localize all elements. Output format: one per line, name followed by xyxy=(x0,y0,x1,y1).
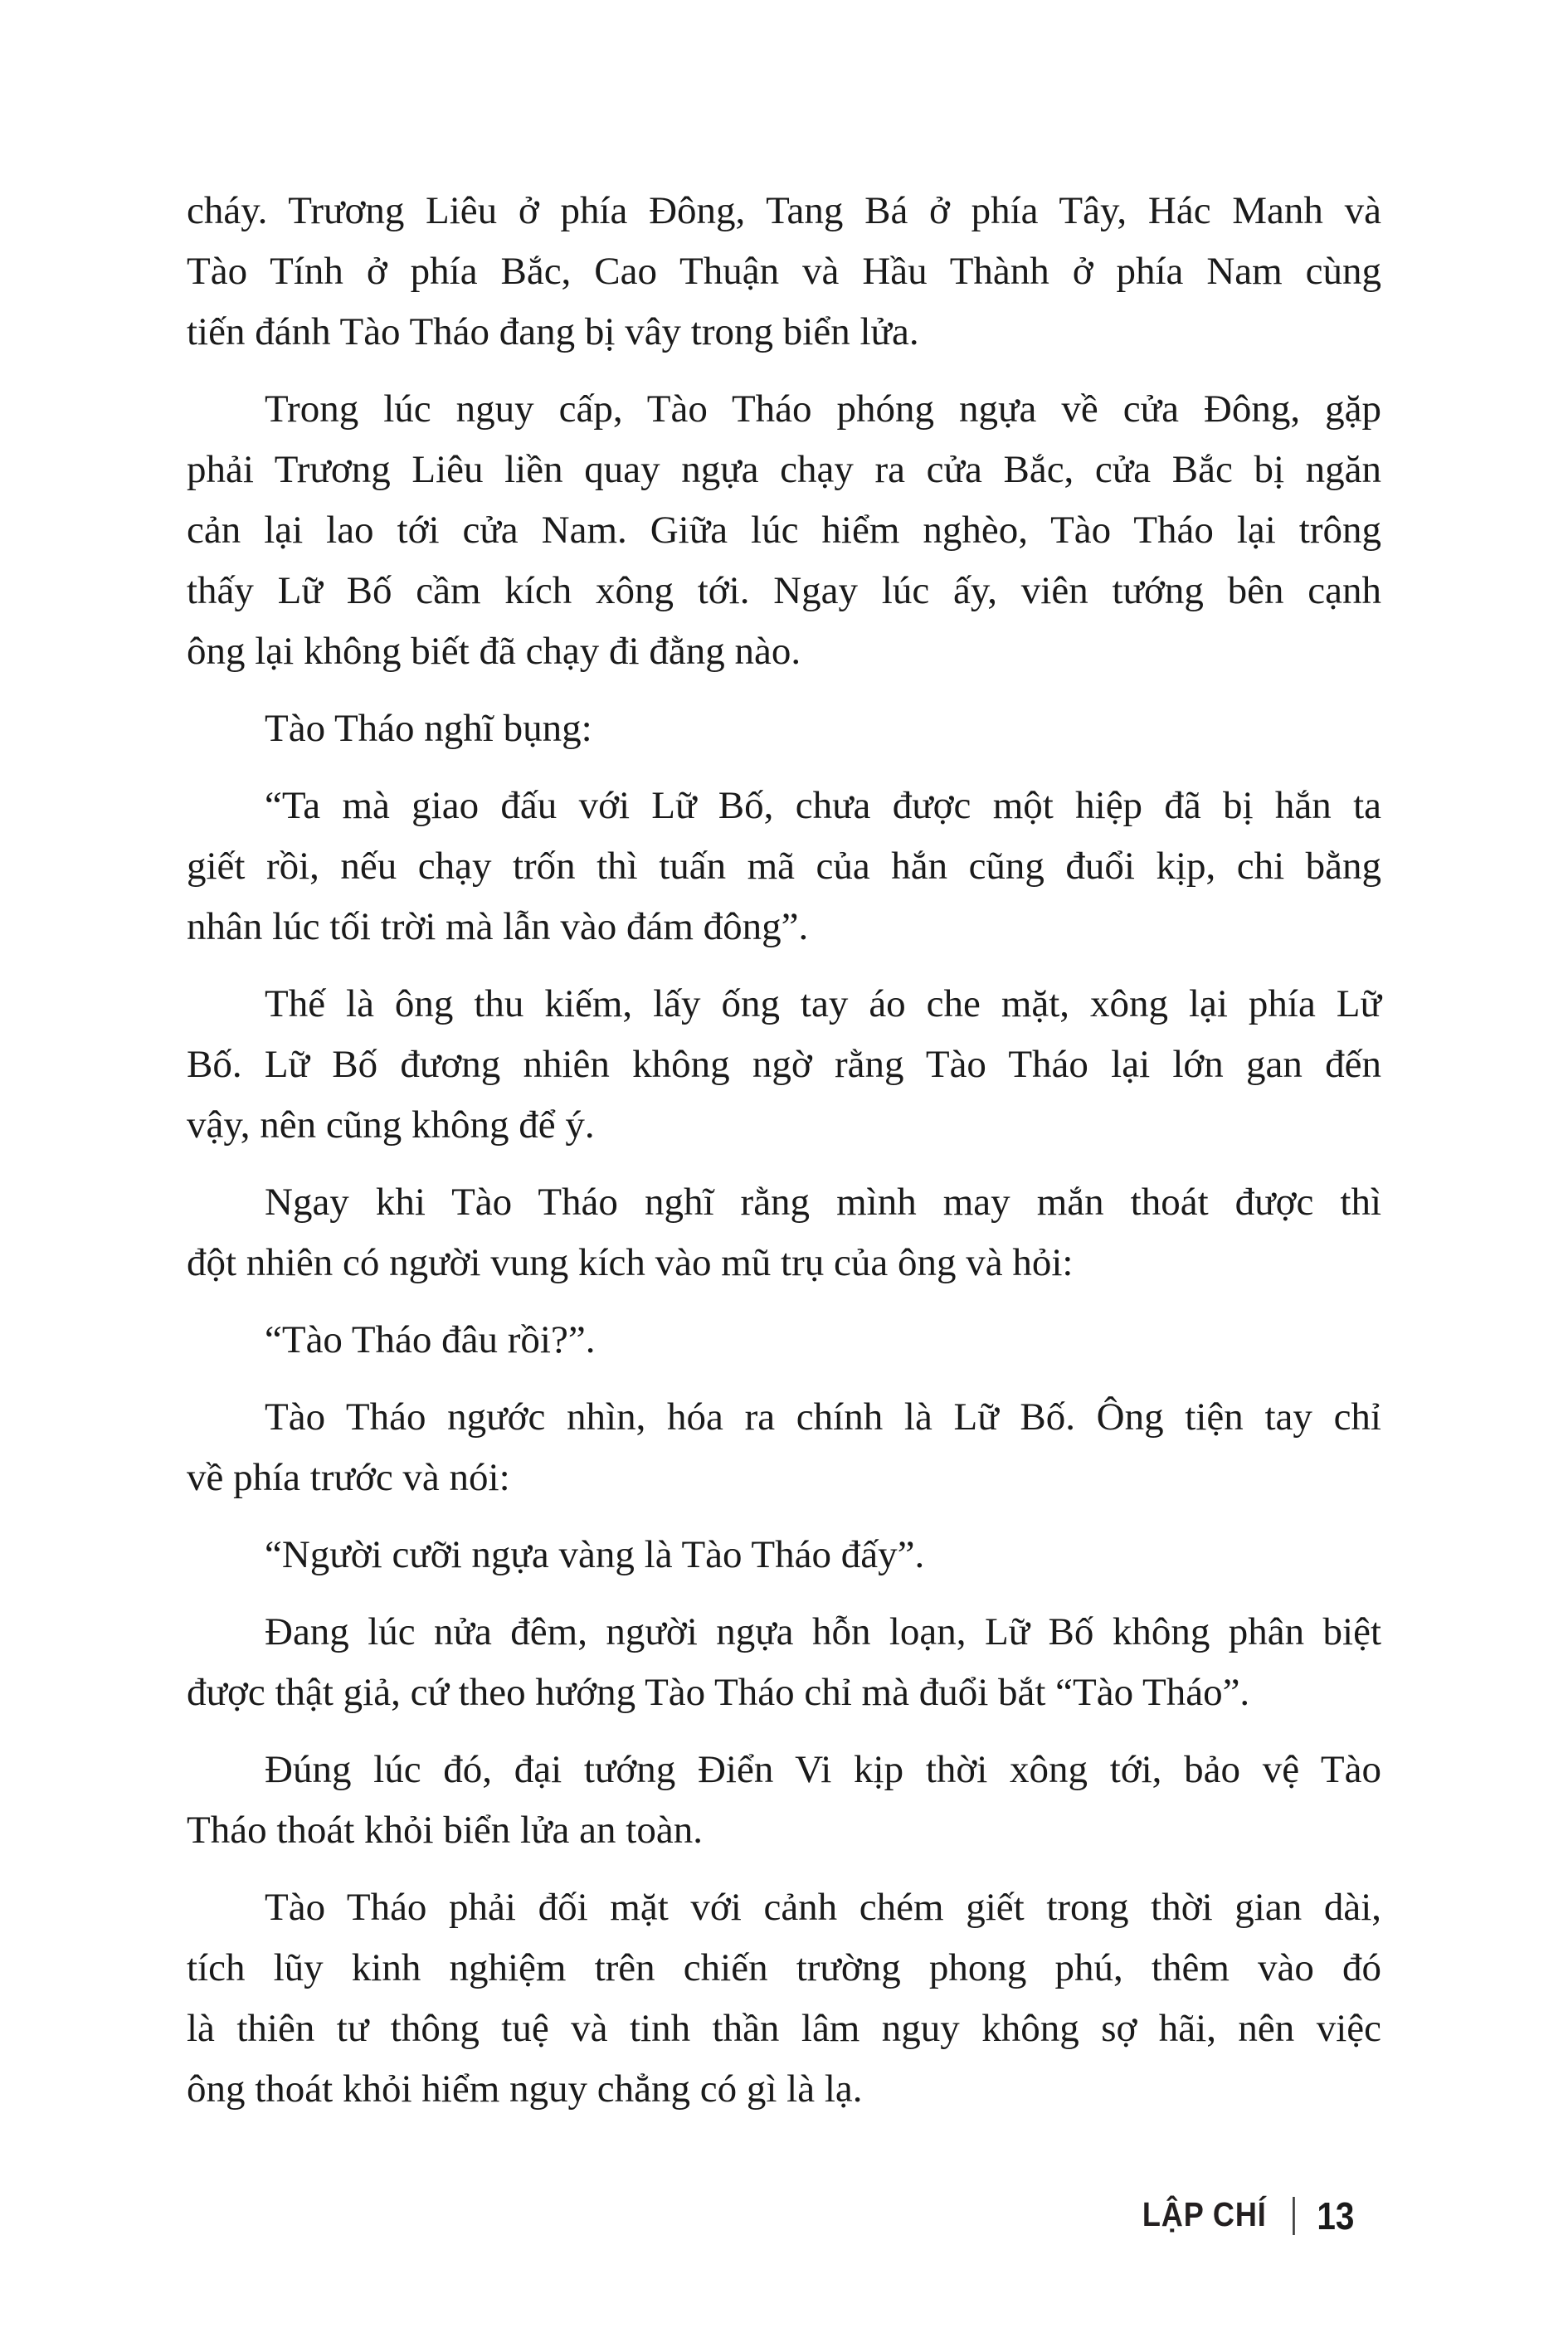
text-line: tích lũy kinh nghiệm trên chiến trường phong phú, thêm vào đó xyxy=(187,1946,1381,1989)
text-line: Tào Tháo phải đối mặt với cảnh chém giết trong thời gian dài, xyxy=(265,1886,1381,1929)
paragraph xyxy=(187,181,1381,363)
paragraph xyxy=(187,1740,1381,1861)
text-line: ông lại không biết đã chạy đi đằng nào. xyxy=(187,630,801,673)
paragraph xyxy=(187,776,1381,957)
text-line: cháy. Trương Liêu ở phía Đông, Tang Bá ở phía Tây, Hác Manh và xyxy=(187,189,1381,232)
text-line: cản lại lao tới cửa Nam. Giữa lúc hiểm nghèo, Tào Tháo lại trông xyxy=(187,509,1381,552)
text-line: “Tào Tháo đâu rồi?”. xyxy=(265,1318,596,1361)
paragraph xyxy=(187,974,1381,1156)
text-line: Thế là ông thu kiếm, lấy ống tay áo che mặt, xông lại phía Lữ xyxy=(265,982,1381,1025)
paragraph xyxy=(187,379,1381,682)
paragraph xyxy=(187,1172,1381,1293)
text-line: đột nhiên có người vung kích vào mũ trụ của ông và hỏi: xyxy=(187,1241,1074,1284)
text-line: Tào Tính ở phía Bắc, Cao Thuận và Hầu Thành ở phía Nam cùng xyxy=(187,250,1381,293)
text-line: Tháo thoát khỏi biển lửa an toàn. xyxy=(187,1809,703,1852)
text-line: Đúng lúc đó, đại tướng Điển Vi kịp thời xông tới, bảo vệ Tào xyxy=(265,1748,1381,1791)
paragraph xyxy=(187,1525,1381,1585)
text-line: nhân lúc tối trời mà lẫn vào đám đông”. xyxy=(187,905,809,948)
text-line: giết rồi, nếu chạy trốn thì tuấn mã của hắn cũng đuổi kịp, chi bằng xyxy=(187,845,1381,888)
paragraph xyxy=(187,1310,1381,1371)
text-line: được thật giả, cứ theo hướng Tào Tháo chỉ mà đuổi bắt “Tào Tháo”. xyxy=(187,1671,1250,1714)
text-line: Đang lúc nửa đêm, người ngựa hỗn loạn, Lữ Bố không phân biệt xyxy=(265,1610,1381,1653)
text-line: là thiên tư thông tuệ và tinh thần lâm nguy không sợ hãi, nên việc xyxy=(187,2007,1381,2050)
footer-section-label: LẬP CHÍ xyxy=(1142,2194,1267,2233)
footer-divider xyxy=(1293,2197,1295,2235)
paragraph xyxy=(187,699,1381,759)
text-line: “Ta mà giao đấu với Lữ Bố, chưa được một hiệp đã bị hắn ta xyxy=(265,784,1381,827)
text-line: Trong lúc nguy cấp, Tào Tháo phóng ngựa về cửa Đông, gặp xyxy=(265,387,1381,431)
page-number: 13 xyxy=(1316,2194,1354,2238)
text-line: thấy Lữ Bố cầm kích xông tới. Ngay lúc ấy, viên tướng bên cạnh xyxy=(187,569,1381,612)
text-line: vậy, nên cũng không để ý. xyxy=(187,1103,595,1147)
page-text xyxy=(187,181,1381,2120)
text-line: “Người cưỡi ngựa vàng là Tào Tháo đấy”. xyxy=(265,1533,925,1576)
paragraph xyxy=(187,1387,1381,1508)
text-line: về phía trước và nói: xyxy=(187,1456,510,1499)
paragraph xyxy=(187,1877,1381,2120)
text-line: ông thoát khỏi hiểm nguy chẳng có gì là lạ. xyxy=(187,2067,863,2111)
text-line: Tào Tháo nghĩ bụng: xyxy=(265,707,592,750)
paragraph xyxy=(187,1602,1381,1723)
page-footer xyxy=(1142,2194,1354,2238)
text-line: Tào Tháo ngước nhìn, hóa ra chính là Lữ Bố. Ông tiện tay chỉ xyxy=(265,1395,1381,1439)
text-line: Ngay khi Tào Tháo nghĩ rằng mình may mắn thoát được thì xyxy=(265,1181,1381,1224)
text-line: tiến đánh Tào Tháo đang bị vây trong biển lửa. xyxy=(187,310,919,353)
text-line: phải Trương Liêu liền quay ngựa chạy ra cửa Bắc, cửa Bắc bị ngăn xyxy=(187,448,1381,491)
text-line: Bố. Lữ Bố đương nhiên không ngờ rằng Tào Tháo lại lớn gan đến xyxy=(187,1043,1381,1086)
